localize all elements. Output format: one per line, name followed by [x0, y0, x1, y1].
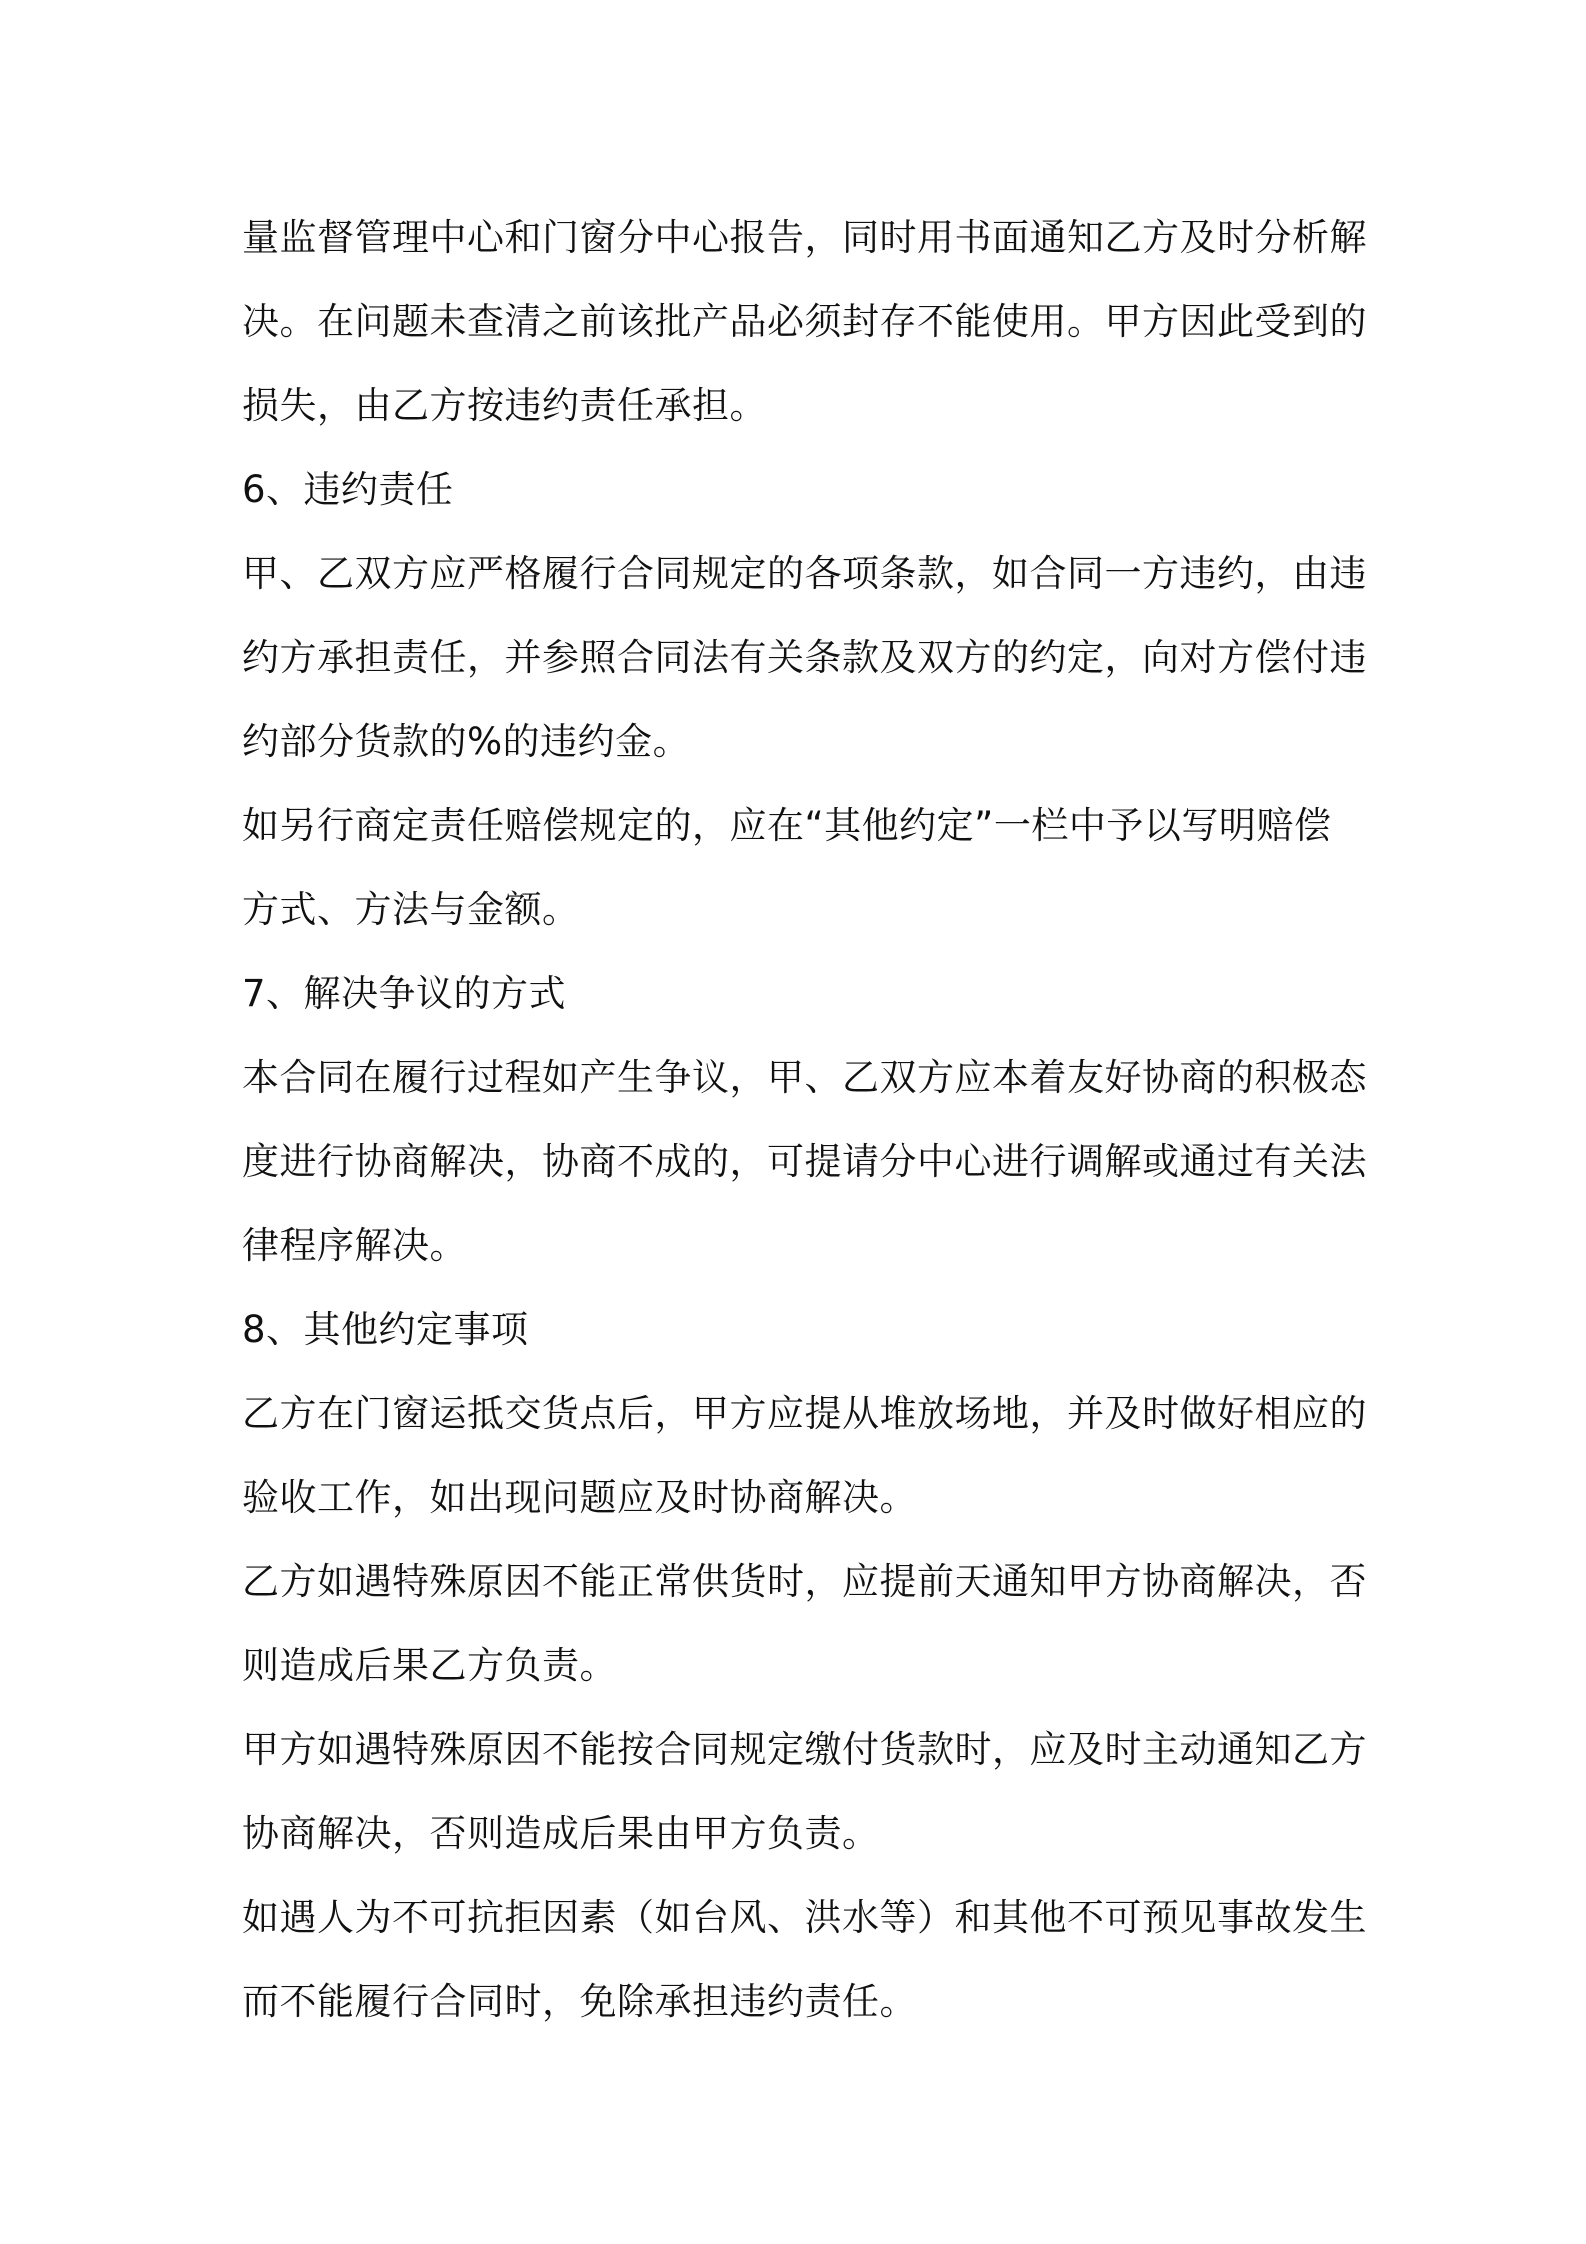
text-line: 如遇人为不可抗拒因素（如台风、洪水等）和其他不可预见事故发生 [242, 1896, 1367, 1939]
text-line: 方式、方法与金额。 [242, 888, 580, 931]
text-line: 如另行商定责任赔偿规定的，应在“其他约定”一栏中予以写明赔偿 [242, 804, 1332, 847]
text-line: 损失，由乙方按违约责任承担。 [242, 384, 767, 427]
text-line: 而不能履行合同时，免除承担违约责任。 [242, 1980, 917, 2023]
text-line: 乙方在门窗运抵交货点后，甲方应提从堆放场地，并及时做好相应的 [242, 1392, 1367, 1435]
text-line: 度进行协商解决，协商不成的，可提请分中心进行调解或通过有关法 [242, 1140, 1367, 1183]
text-line: 本合同在履行过程如产生争议，甲、乙双方应本着友好协商的积极态 [242, 1056, 1367, 1099]
text-line: 则造成后果乙方负责。 [242, 1644, 617, 1687]
text-line: 验收工作，如出现问题应及时协商解决。 [242, 1476, 917, 1519]
text-line: 乙方如遇特殊原因不能正常供货时，应提前天通知甲方协商解决，否 [242, 1560, 1367, 1603]
text-line: 甲、乙双方应严格履行合同规定的各项条款，如合同一方违约，由违 [242, 552, 1367, 595]
section-heading: 7、解决争议的方式 [242, 972, 567, 1015]
text-line: 约方承担责任，并参照合同法有关条款及双方的约定，向对方偿付违 [242, 636, 1367, 679]
text-line: 协商解决，否则造成后果由甲方负责。 [242, 1812, 880, 1855]
section-heading: 6、违约责任 [242, 468, 454, 511]
text-line: 律程序解决。 [242, 1224, 467, 1267]
section-heading: 8、其他约定事项 [242, 1308, 529, 1351]
text-line: 决。在问题未查清之前该批产品必须封存不能使用。甲方因此受到的 [242, 300, 1367, 343]
text-line: 量监督管理中心和门窗分中心报告，同时用书面通知乙方及时分析解 [242, 216, 1367, 259]
text-line: 甲方如遇特殊原因不能按合同规定缴付货款时，应及时主动通知乙方 [242, 1728, 1367, 1771]
document-body [242, 196, 1367, 2044]
text-line: 约部分货款的%的违约金。 [242, 720, 691, 763]
